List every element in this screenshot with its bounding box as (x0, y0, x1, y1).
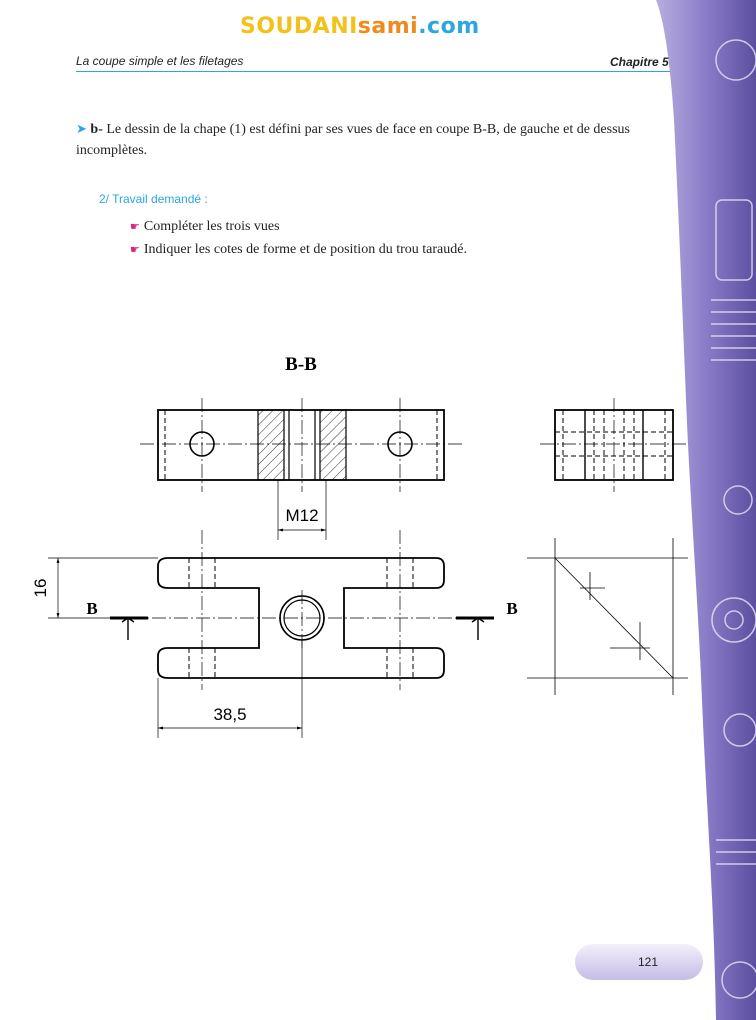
page-number: 121 (638, 955, 659, 969)
height-dimension: 16 (31, 578, 50, 598)
intro-text: Le dessin de la chape (1) est défini par ses vues de face en coupe B-B, de gauche et de dessus incomplètes. (76, 122, 630, 158)
intro-label: b- (90, 122, 103, 137)
construction-lines (527, 538, 688, 695)
task-text: Indiquer les cotes de forme et de position du trou taraudé. (143, 242, 467, 257)
site-logo: SOUDANIsami.com (240, 14, 480, 39)
section-mark-left: B (86, 599, 98, 618)
section-view-title: B-B (285, 354, 317, 375)
header-chapter-topic: La coupe simple et les filetages (76, 54, 244, 68)
thread-dimension: M12 (285, 506, 319, 525)
header-chapter-number: Chapitre 5 (610, 55, 669, 69)
section-mark-right: B (506, 599, 518, 618)
length-dimension: 38,5 (213, 705, 247, 724)
task-text: Compléter les trois vues (143, 219, 280, 234)
section-title: 2/ Travail demandé : (99, 192, 208, 206)
pointing-hand-icon: ☛ (130, 243, 140, 256)
left-view (540, 398, 688, 492)
top-view (48, 530, 494, 738)
arrow-right-icon: ➤ (76, 122, 87, 137)
pointing-hand-icon: ☛ (130, 220, 140, 233)
